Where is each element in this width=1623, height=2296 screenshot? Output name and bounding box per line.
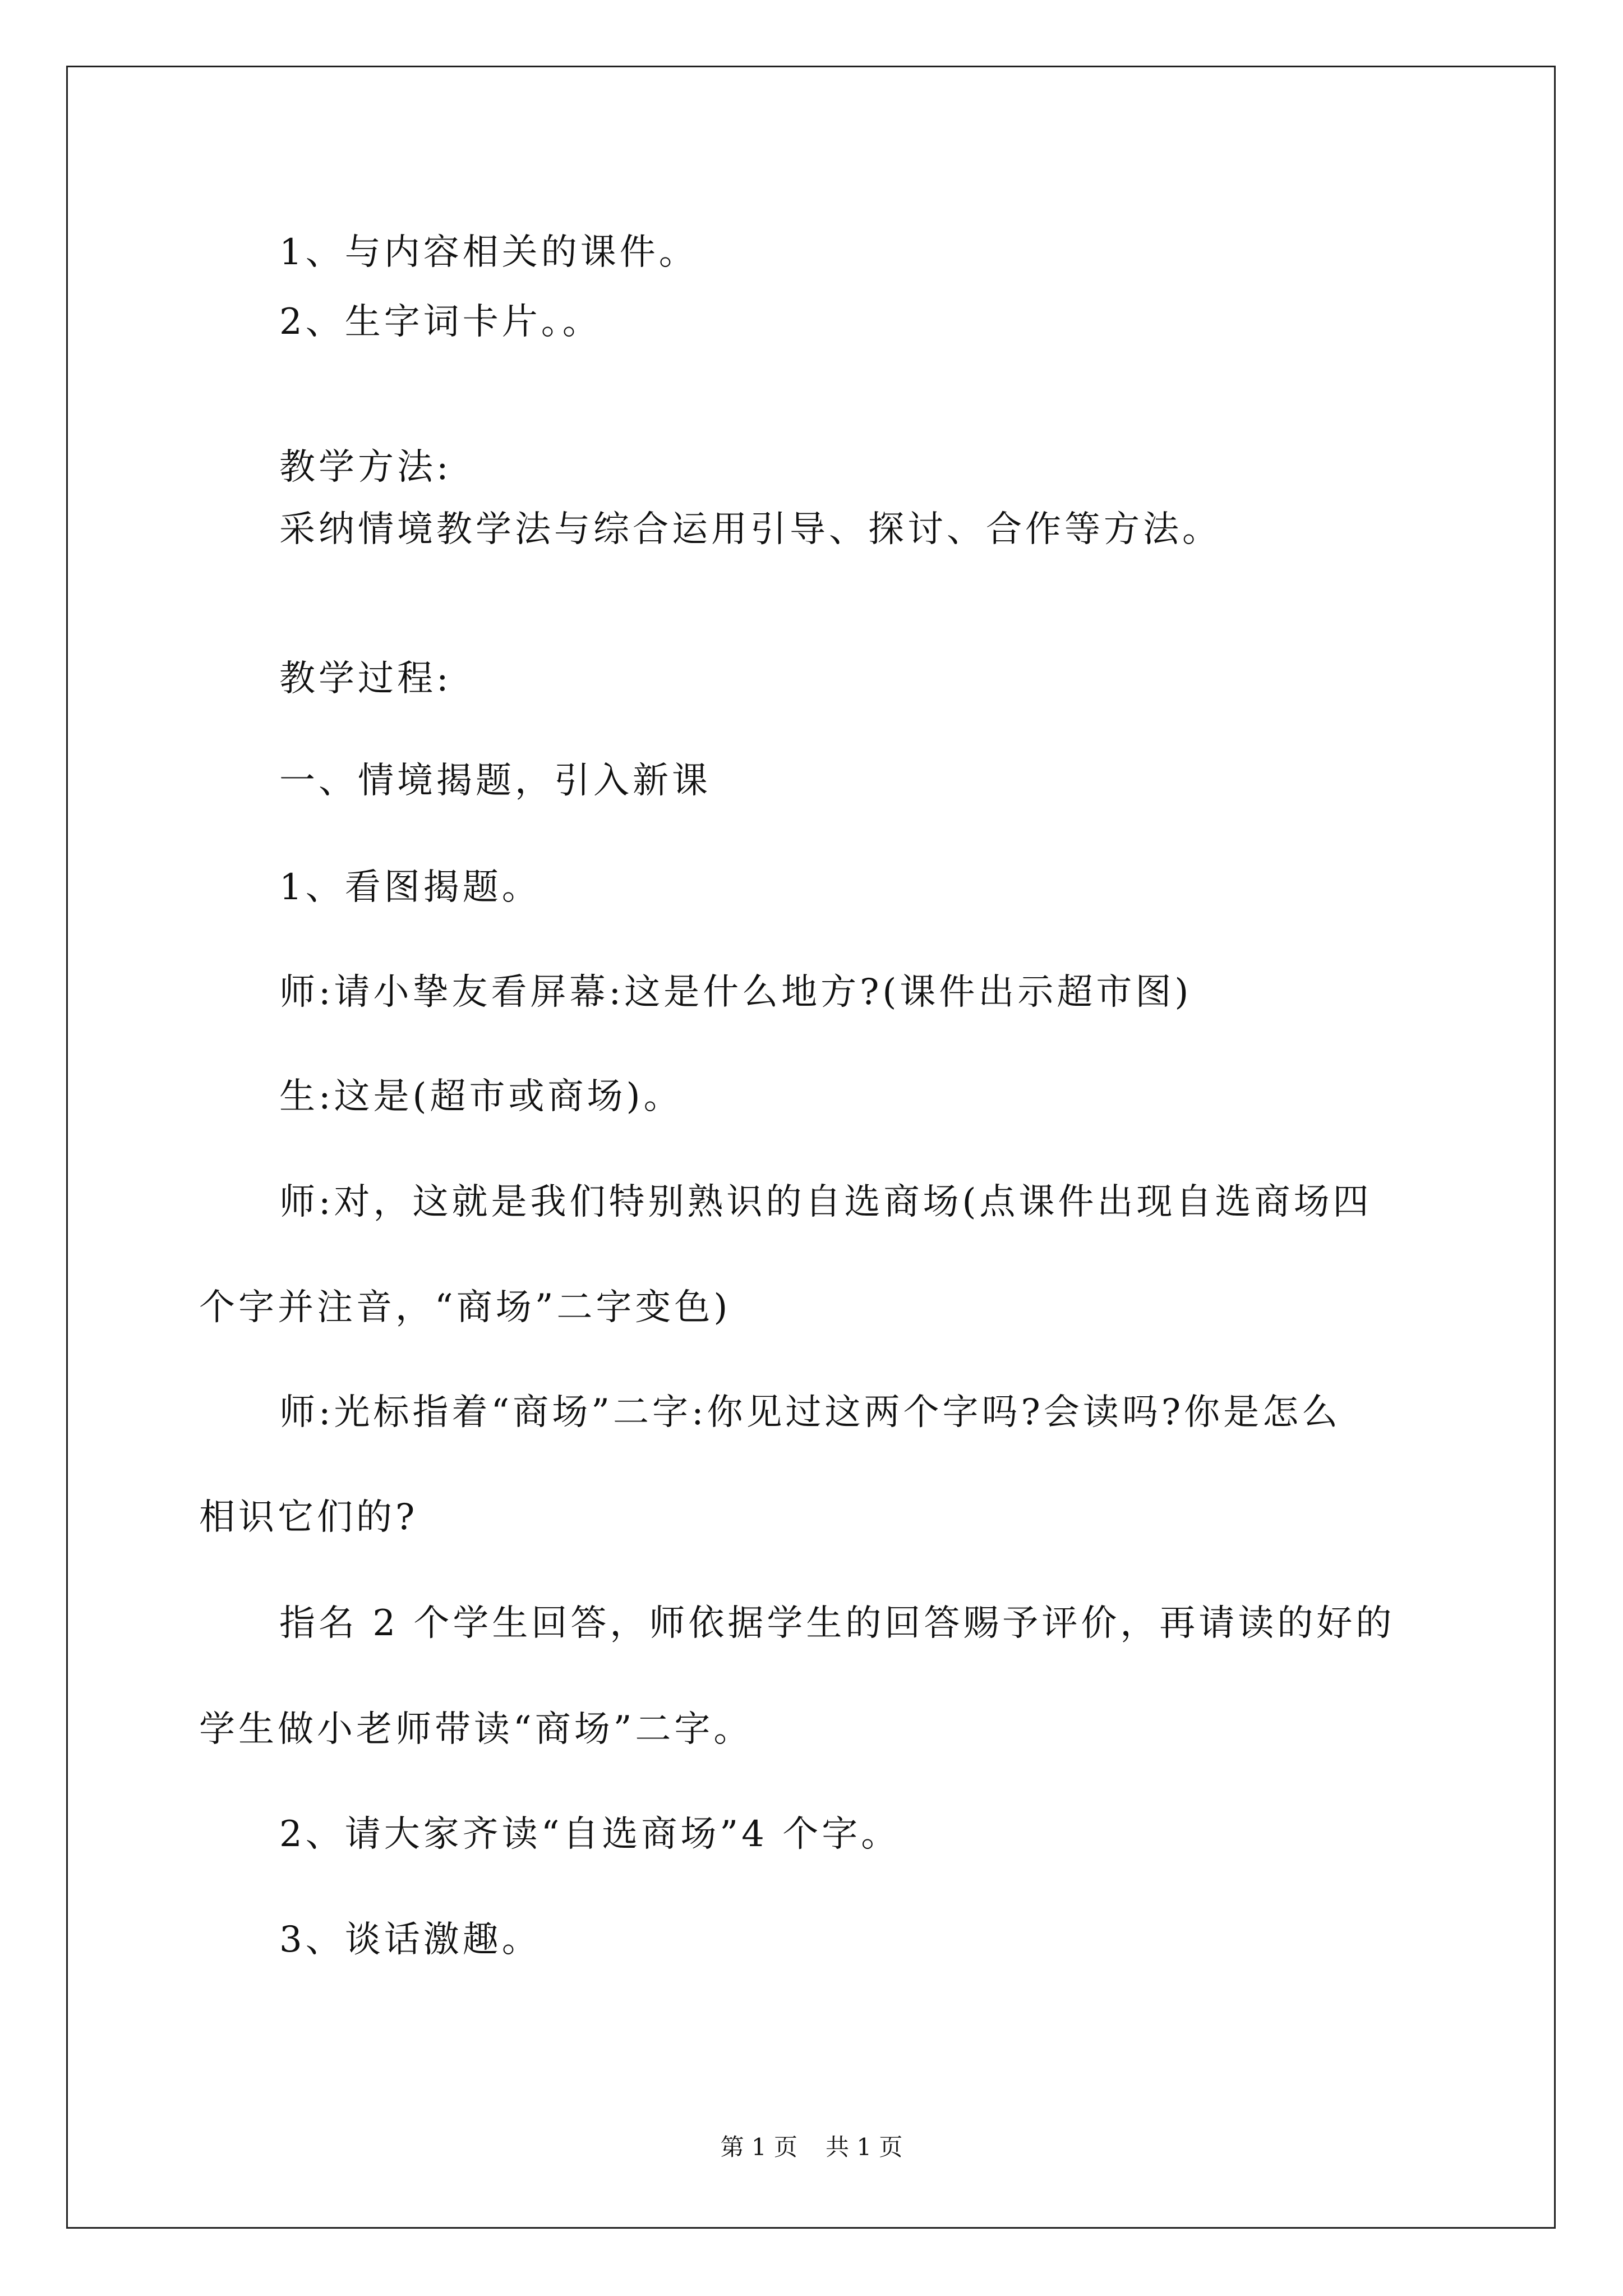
paragraph-step-1: 1、看图揭题。 — [279, 867, 541, 908]
page-number: 第 1 页 — [720, 2133, 797, 2161]
paragraph-student-1: 生:这是(超市或商场)。 — [279, 1076, 683, 1117]
paragraph-teacher-2-line-1: 师:对，这就是我们特别熟识的自选商场(点课件出现自选商场四 — [279, 1181, 1372, 1223]
paragraph-method: 采纳情境教学法与综合运用引导、探讨、合作等方法。 — [279, 509, 1221, 550]
paragraph-teacher-3-line-1: 师:光标指着“商场”二字:你见过这两个字吗?会读吗?你是怎么 — [279, 1392, 1341, 1433]
page-footer — [0, 2134, 1623, 2161]
section-heading-method: 教学方法: — [279, 447, 452, 488]
paragraph-step-2: 2、请大家齐读“自选商场”4 个字。 — [279, 1814, 901, 1855]
paragraph-teacher-1: 师:请小挚友看屏幕:这是什么地方?(课件出示超市图) — [279, 972, 1192, 1013]
paragraph-teacher-2-line-2: 个字并注音，“商场”二字变色) — [199, 1287, 731, 1328]
paragraph-answer-line-2: 学生做小老师带读“商场”二字。 — [199, 1709, 753, 1750]
paragraph-teacher-3-line-2: 相识它们的? — [199, 1497, 418, 1538]
paragraph-answer-line-1: 指名 2 个学生回答，师依据学生的回答赐予评价，再请读的好的 — [279, 1603, 1395, 1644]
page-border — [66, 66, 1556, 2229]
subsection-heading: 一、情境揭题，引入新课 — [279, 760, 711, 802]
page-total: 共 1 页 — [826, 2133, 903, 2161]
paragraph-step-3: 3、谈话激趣。 — [279, 1919, 541, 1961]
paragraph-2: 2、生字词卡片。。 — [279, 301, 602, 343]
paragraph-1: 1、与内容相关的课件。 — [279, 232, 698, 273]
section-heading-process: 教学过程: — [279, 658, 452, 700]
